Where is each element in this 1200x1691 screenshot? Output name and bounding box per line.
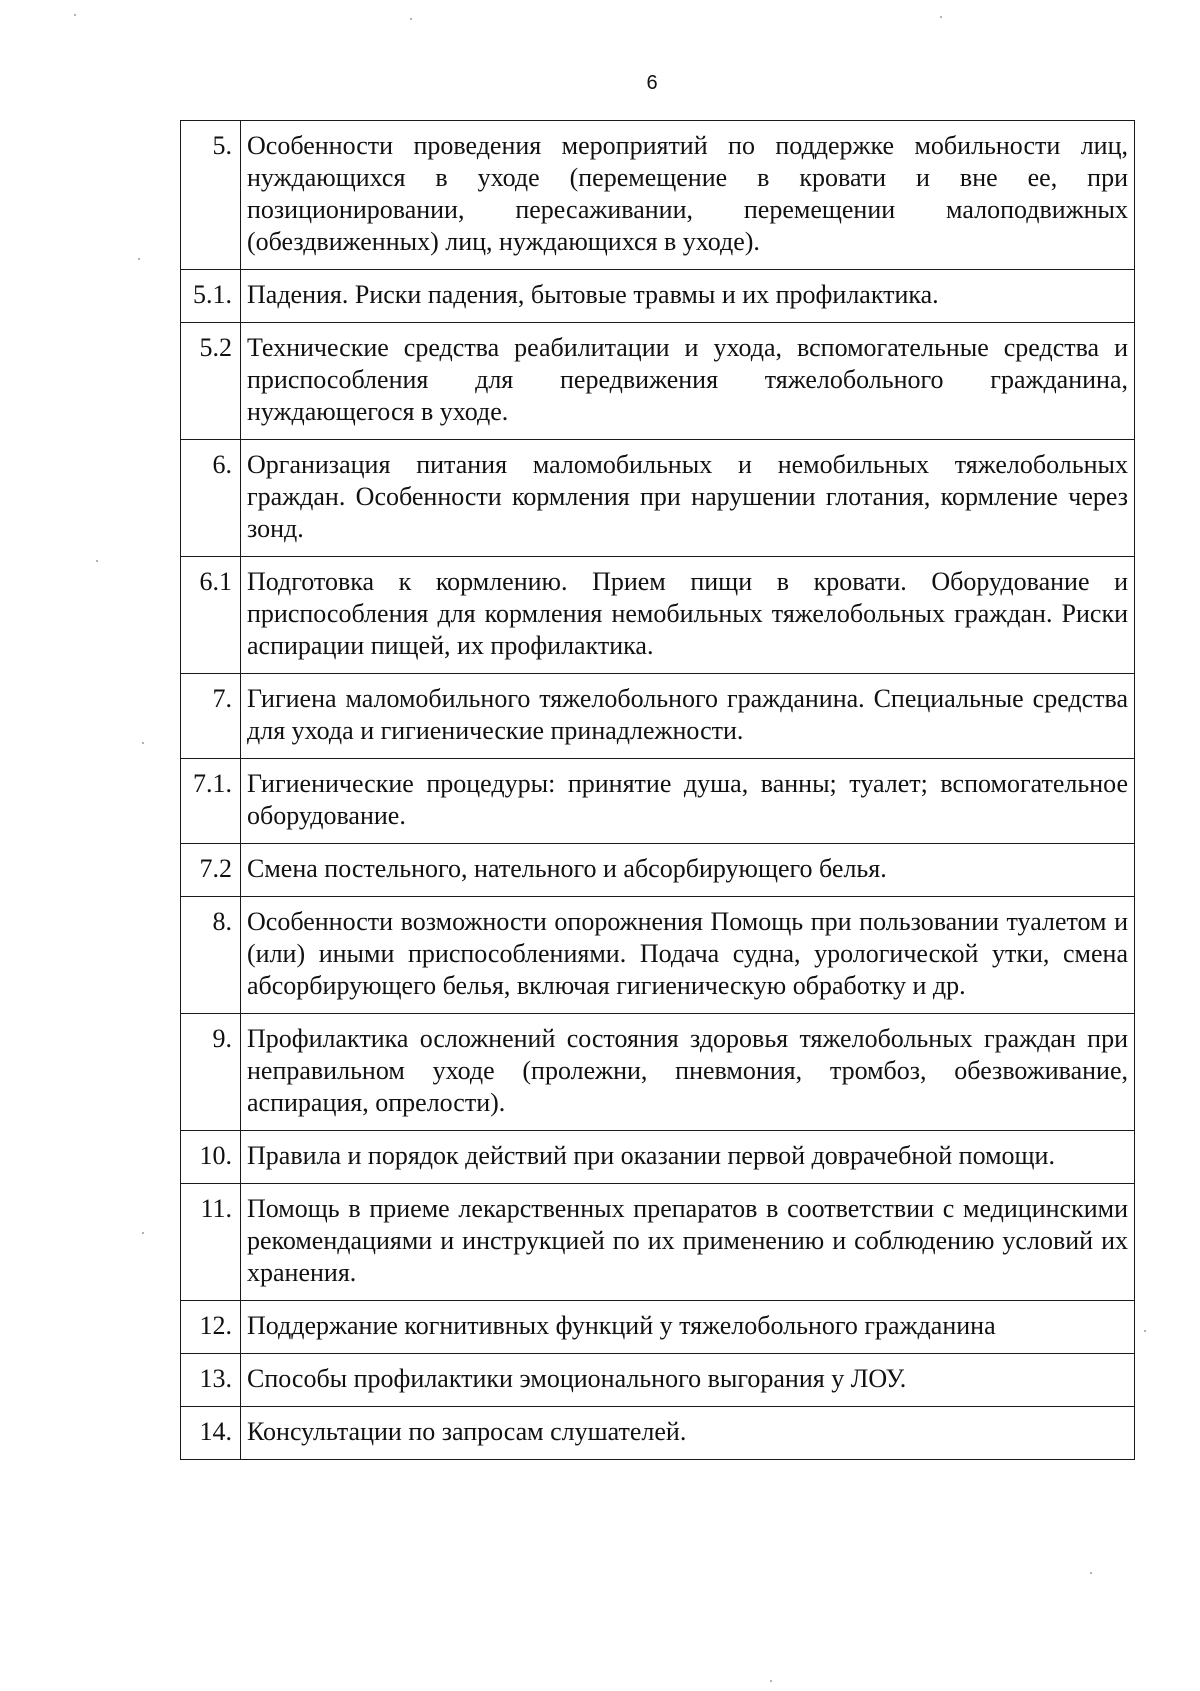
row-number: 12. <box>181 1301 241 1354</box>
row-number: 8. <box>181 897 241 1014</box>
scan-speck <box>142 1232 144 1234</box>
row-number: 5. <box>181 121 241 270</box>
scan-speck <box>142 742 144 744</box>
table-row <box>181 557 1135 674</box>
row-topic: Подготовка к кормлению. Прием пищи в кровати. Оборудование и приспособления для кормления немобильных тяжелобольных граждан. Риски аспирации пищей, их профилактика. <box>241 557 1135 674</box>
table-row <box>181 897 1135 1014</box>
scan-speck <box>940 16 942 18</box>
row-topic: Падения. Риски падения, бытовые травмы и их профилактика. <box>241 270 1135 323</box>
table-row <box>181 323 1135 440</box>
row-topic: Профилактика осложнений состояния здоровья тяжелобольных граждан при неправильном уходе (пролежни, пневмония, тромбоз, обезвоживание, аспирация, опрелости). <box>241 1014 1135 1131</box>
row-topic: Смена постельного, нательного и абсорбирующего белья. <box>241 844 1135 897</box>
table-row <box>181 759 1135 844</box>
row-topic: Гигиена маломобильного тяжелобольного гражданина. Специальные средства для ухода и гигиенические принадлежности. <box>241 674 1135 759</box>
row-topic: Способы профилактики эмоционального выгорания у ЛОУ. <box>241 1354 1135 1407</box>
row-topic: Помощь в приеме лекарственных препаратов в соответствии с медицинскими рекомендациями и инструкцией по их применению и соблюдению условий их хранения. <box>241 1184 1135 1301</box>
row-topic: Особенности проведения мероприятий по поддержке мобильности лиц, нуждающихся в уходе (перемещение в кровати и вне ее, при позиционировании, пересаживании, перемещении малоподвижных (обездвиженных) лиц, нуждающихся в уходе). <box>241 121 1135 270</box>
row-number: 13. <box>181 1354 241 1407</box>
row-topic: Организация питания маломобильных и немобильных тяжелобольных граждан. Особенности кормления при нарушении глотания, кормление через зонд. <box>241 440 1135 557</box>
row-number: 5.2 <box>181 323 241 440</box>
row-number: 14. <box>181 1407 241 1460</box>
row-topic: Гигиенические процедуры: принятие душа, ванны; туалет; вспомогательное оборудование. <box>241 759 1135 844</box>
row-topic: Особенности возможности опорожнения Помощь при пользовании туалетом и (или) иными приспособлениями. Подача судна, урологической утки, смена абсорбирующего белья, включая гигиеническую обработку и др. <box>241 897 1135 1014</box>
row-number: 5.1. <box>181 270 241 323</box>
table-row <box>181 1301 1135 1354</box>
table-row <box>181 121 1135 270</box>
table-row <box>181 674 1135 759</box>
row-number: 11. <box>181 1184 241 1301</box>
row-number: 6. <box>181 440 241 557</box>
page-number: 6 <box>646 72 658 94</box>
table-row <box>181 270 1135 323</box>
topics-table <box>180 120 1135 1460</box>
table-row <box>181 1354 1135 1407</box>
scan-speck <box>410 18 412 20</box>
row-number: 6.1 <box>181 557 241 674</box>
scan-speck <box>74 14 76 16</box>
scan-speck <box>770 1680 772 1682</box>
row-number: 7.2 <box>181 844 241 897</box>
row-topic: Консультации по запросам слушателей. <box>241 1407 1135 1460</box>
scan-speck <box>96 560 98 562</box>
scan-speck <box>138 258 140 260</box>
scan-speck <box>1144 1330 1146 1332</box>
scan-speck <box>1090 1572 1092 1574</box>
row-topic: Правила и порядок действий при оказании первой доврачебной помощи. <box>241 1131 1135 1184</box>
table-row <box>181 1407 1135 1460</box>
row-number: 9. <box>181 1014 241 1131</box>
table-row <box>181 844 1135 897</box>
row-topic: Технические средства реабилитации и ухода, вспомогательные средства и приспособления для передвижения тяжелобольного гражданина, нуждающегося в уходе. <box>241 323 1135 440</box>
row-number: 10. <box>181 1131 241 1184</box>
table-row <box>181 440 1135 557</box>
row-number: 7.1. <box>181 759 241 844</box>
row-topic: Поддержание когнитивных функций у тяжелобольного гражданина <box>241 1301 1135 1354</box>
row-number: 7. <box>181 674 241 759</box>
table-row <box>181 1014 1135 1131</box>
table-row <box>181 1131 1135 1184</box>
table-row <box>181 1184 1135 1301</box>
